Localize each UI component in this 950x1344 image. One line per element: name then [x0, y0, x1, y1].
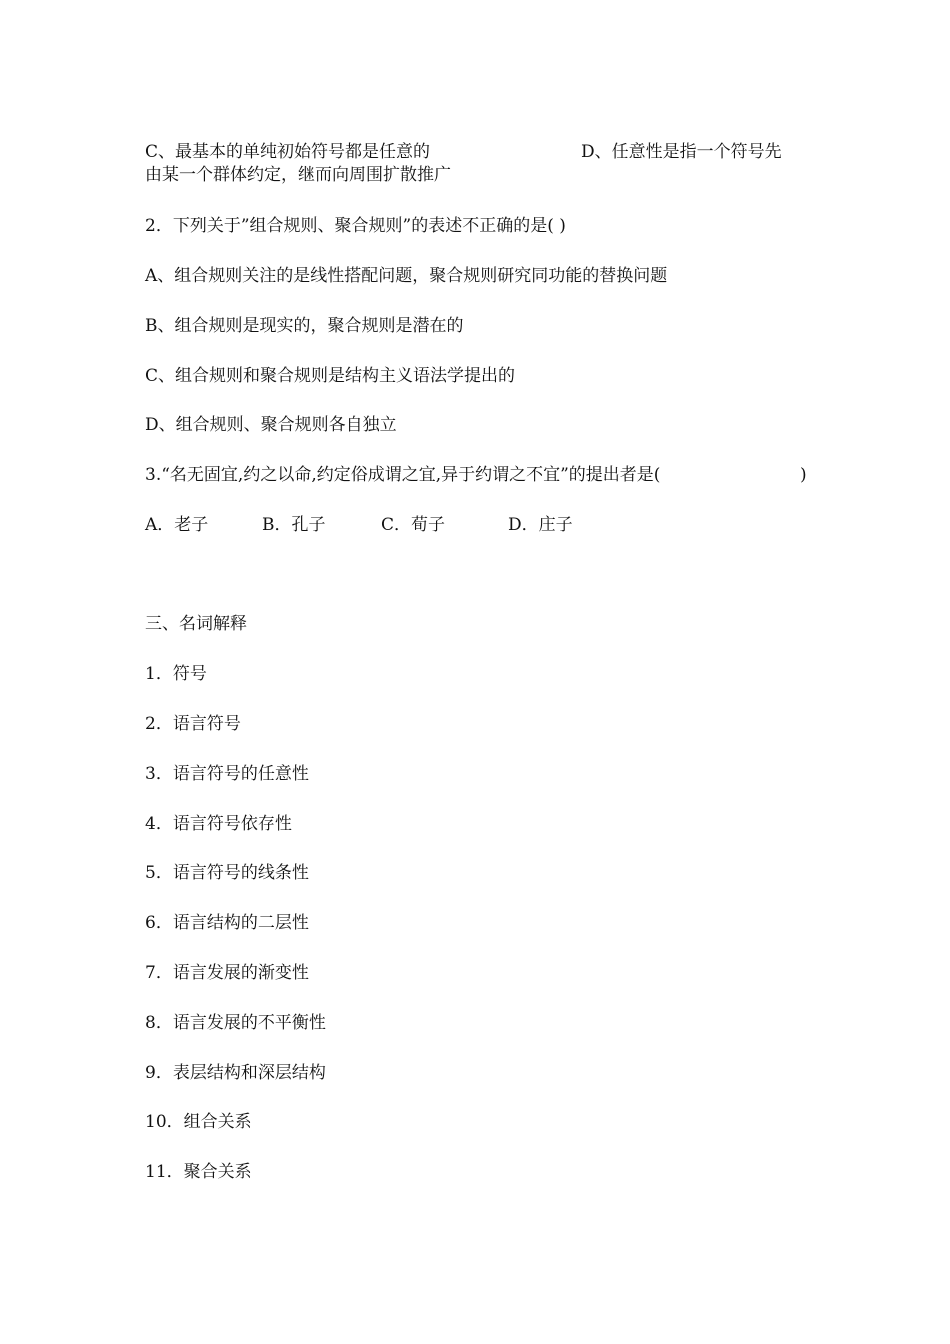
term-item: 2．语言符号	[145, 714, 241, 734]
q2-option-a: A、组合规则关注的是线性搭配问题，聚合规则研究同功能的替换问题	[145, 266, 668, 286]
term-item: 6．语言结构的二层性	[145, 913, 309, 933]
term-item: 1．符号	[145, 664, 207, 684]
section-heading: 三、名词解释	[145, 614, 247, 634]
term-item: 10．组合关系	[145, 1112, 252, 1132]
q3-stem-close: )	[800, 465, 807, 485]
q2-option-d: D、组合规则、聚合规则各自独立	[145, 415, 397, 435]
term-item: 9．表层结构和深层结构	[145, 1063, 326, 1083]
q3-option-c: C．荀子	[381, 515, 446, 535]
term-item: 7．语言发展的渐变性	[145, 963, 309, 983]
q1-option-d-start: D、任意性是指一个符号先	[581, 142, 782, 162]
term-item: 4．语言符号依存性	[145, 814, 292, 834]
term-item: 8．语言发展的不平衡性	[145, 1013, 326, 1033]
q3-option-a: A．老子	[145, 515, 209, 535]
q2-option-b: B、组合规则是现实的，聚合规则是潜在的	[145, 316, 464, 336]
q1-option-d-cont: 由某一个群体约定，继而向周围扩散推广	[145, 165, 451, 185]
term-item: 11．聚合关系	[145, 1162, 252, 1182]
q1-option-c: C、最基本的单纯初始符号都是任意的	[145, 142, 431, 162]
term-item: 5．语言符号的线条性	[145, 863, 309, 883]
q3-option-b: B．孔子	[262, 515, 326, 535]
term-item: 3．语言符号的任意性	[145, 764, 309, 784]
q2-option-c: C、组合规则和聚合规则是结构主义语法学提出的	[145, 366, 516, 386]
q3-stem: 3.“名无固宜,约之以命,约定俗成谓之宜,异于约谓之不宜”的提出者是(	[145, 465, 661, 485]
q2-stem: 2．下列关于”组合规则、聚合规则”的表述不正确的是( )	[145, 216, 566, 236]
q3-option-d: D．庄子	[508, 515, 573, 535]
